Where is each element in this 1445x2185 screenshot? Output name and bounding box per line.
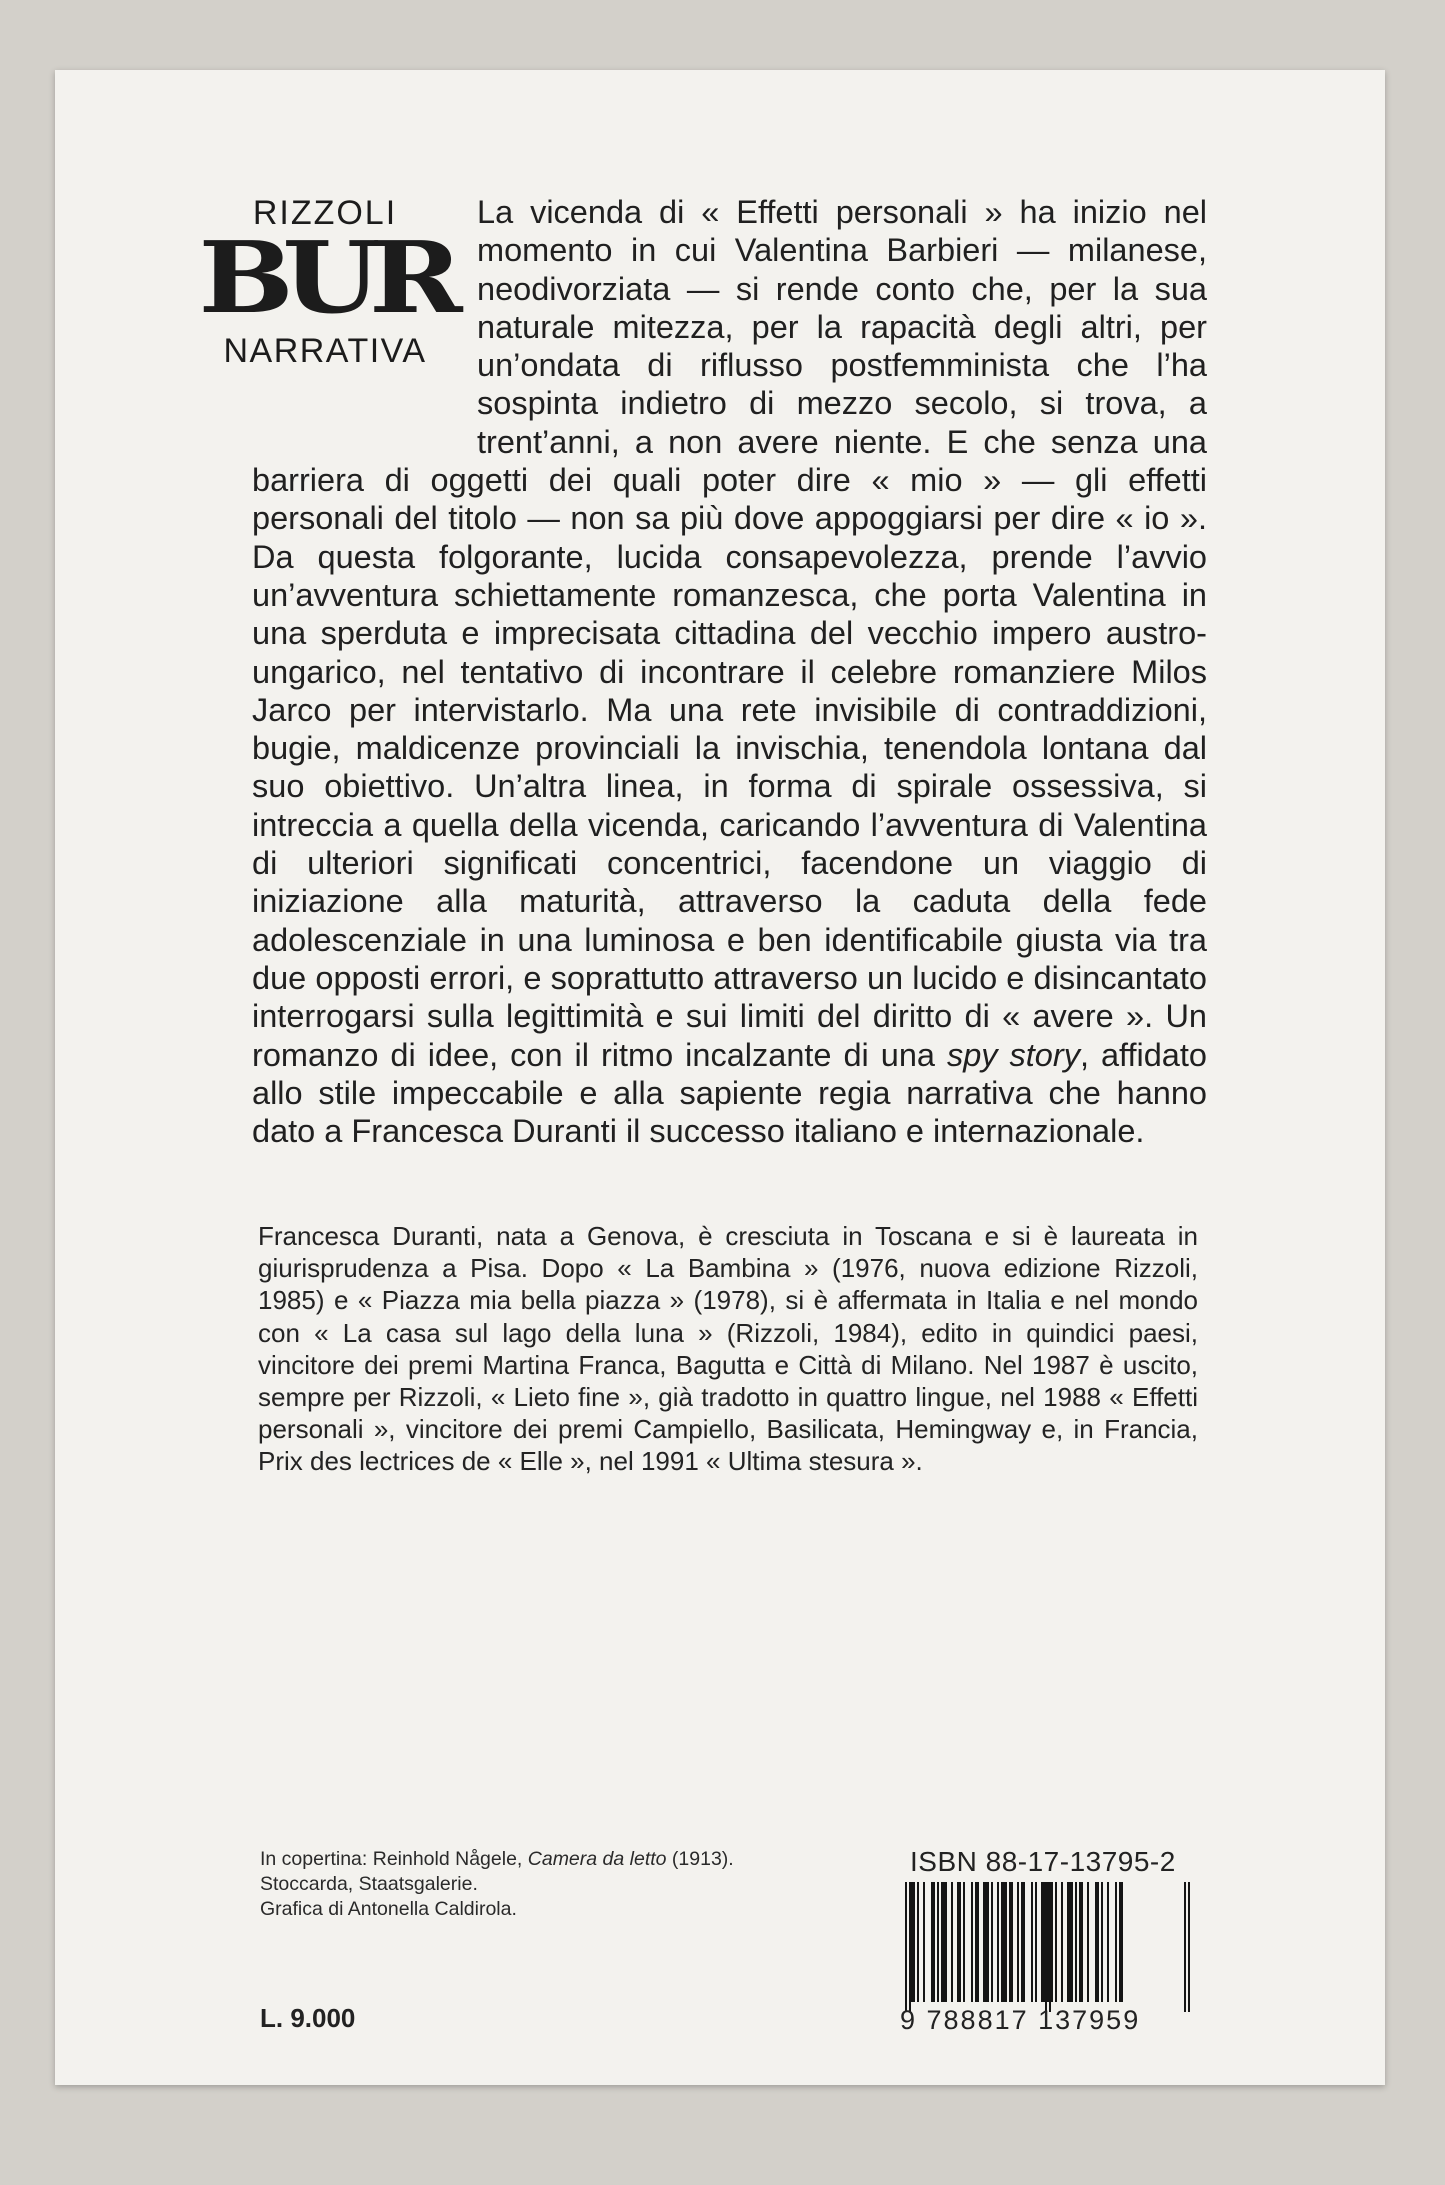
publisher-name: RIZZOLI <box>252 194 398 232</box>
cover-credits <box>260 1847 860 1922</box>
credit-line-graphics: Grafica di Antonella Caldirola. <box>260 1898 517 1920</box>
author-bio: Francesca Duranti, nata a Genova, è cresciuta in Toscana e si è laureata in giurisprudenza a Pisa. Dopo « La Bambina » (1976, nuova edizione Rizzoli, 1985) e « Piazza mia bella piazza » (1978), si è affermata in Italia e nel mondo con « La casa sul lago della luna » (Rizzoli, 1984), edito in quindici paesi, vincitore dei premi Martina Franca, Bagutta e Città di Milano. Nel 1987 è uscito, sempre per Rizzoli, « Lieto fine », già tradotto in quattro lingue, nel 1988 « Effetti personali », vincitore dei premi Campiello, Basilicata, Hemingway e, in Francia, Prix des lectrices de « Elle », nel 1991 « Ultima stesura ». <box>258 1221 1198 1477</box>
series-name: NARRATIVA <box>223 332 427 370</box>
ean-number: 9 788817 137959 <box>900 2005 1141 2035</box>
blurb-text: La vicenda di « Effetti personali » ha inizio nel momento in cui Valentina Barbieri — milanese, neodivorziata — si rende conto che, per la sua naturale mitezza, per la rapacità degli altri, per un’ondata di riflusso postfemminista che l’ha sospinta indietro di mezzo secolo, si trova, a trent’anni, a non avere niente. E che senza una barriera di oggetti dei quali poter dire « mio » — gli effetti personali del titolo — non sa più dove appoggiarsi per dire « io ». Da questa folgorante, lucida consapevolezza, prende l’avvio un’avventura schiettamente romanzesca, che porta Valentina in una sperduta e imprecisata cittadina del vecchio impero austro-ungarico, nel tentativo di incontrare il celebre romanziere Milos Jarco per intervistarlo. Ma una rete invisibile di contraddizioni, bugie, maldicenze provinciali la invischia, tenendola lontana dal suo obiettivo. Un’altra linea, in forma di spirale ossessiva, si intreccia a quella della vicenda, caricando l’avventura di Valentina di ulteriori significati concentrici, facendone un viaggio di iniziazione alla maturità, attraverso la caduta della fede adolescenziale in una luminosa e ben identificabile giusta via tra due opposti errori, e soprattutto attraverso un lucido e disincantato interrogarsi sulla legittimità e sui limiti del diritto di « avere ». Un romanzo di idee, con il ritmo incalzante di una <box>252 194 1207 1073</box>
logo-spacer <box>252 193 477 423</box>
isbn-label: ISBN 88-17-13795-2 <box>910 1846 1176 1877</box>
price-label: L. 9.000 <box>260 2003 356 2033</box>
credit-line-painting: In copertina: Reinhold Någele, Camera da letto (1913). <box>260 1848 734 1870</box>
blurb-italic-text: spy story <box>946 1036 1080 1073</box>
blurb-text-end: , affidato allo stile impeccabile e alla sapiente regia narrativa che hanno dato a Francesca Duranti il successo italiano e internazionale. <box>252 1036 1207 1150</box>
book-blurb <box>252 193 1207 1150</box>
bur-logo-mark: BUR <box>198 221 452 336</box>
credit-line-museum: Stoccarda, Staatsgalerie. <box>260 1873 478 1895</box>
barcode-icon <box>905 1882 1190 2012</box>
